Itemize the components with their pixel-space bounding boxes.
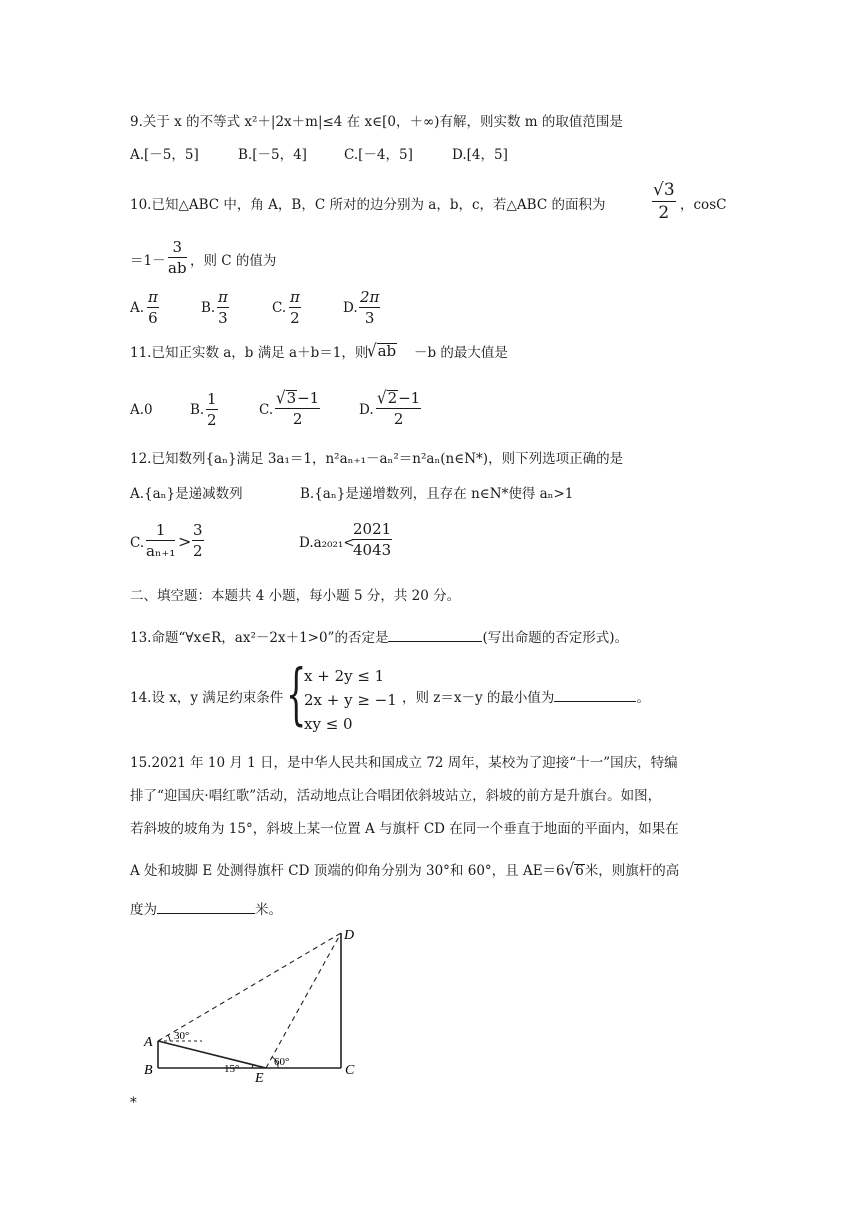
q15-line-2: 排了“迎国庆·唱红歌”活动，活动地点让合唱团依斜坡站立，斜坡的前方是升旗台。如图， <box>130 788 662 804</box>
slope-ae <box>158 1041 266 1068</box>
q10-option-d-numerator: 2π <box>360 288 380 306</box>
radical-sign-icon: √ <box>377 387 387 409</box>
q13-stem-start: 13.命题“∀x∈R，ax²－2x＋1>0”的否定是 <box>130 630 389 646</box>
q10-line2-end: ，则 C 的值为 <box>190 253 277 269</box>
q15-line-4 <box>130 859 680 881</box>
q12-stem: 12.已知数列{aₙ}满足 3a₁＝1，n²aₙ₊₁－aₙ²＝n²aₙ(n∈N*)，则下列选项正确的是 <box>130 451 624 467</box>
q12-option-c-left-denominator: aₙ₊₁ <box>146 542 176 560</box>
q11-option-b-label: B. <box>190 402 205 418</box>
q12-option-c-right-numerator: 3 <box>193 521 203 539</box>
q10-option-b-label: B. <box>201 300 216 316</box>
q15-line-3: 若斜坡的坡角为 15°，斜坡上某一位置 A 与旗杆 CD 在同一个垂直于地面的平面内，如果在 <box>130 821 679 837</box>
q10-option-b-numerator: π <box>218 288 228 306</box>
q12-option-c-fraction-right <box>192 523 204 559</box>
q15-line-4-end: 米，则旗杆的高 <box>584 863 680 879</box>
q11-option-c-sqrt-arg: 3 <box>286 389 297 407</box>
q10-option-c-denominator: 2 <box>290 309 300 327</box>
q10-option-d-fraction <box>359 290 380 326</box>
q13-answer-blank[interactable] <box>388 641 482 642</box>
q15-line-5-start: 度为 <box>130 902 157 918</box>
sightline-ed <box>266 933 341 1068</box>
label-a: A <box>144 1035 153 1050</box>
sightline-ad <box>158 933 341 1041</box>
q11-option-c-num-rest: −1 <box>297 389 320 407</box>
q11-stem-end: －b 的最大值是 <box>414 345 508 361</box>
q11-option-c-label: C. <box>259 402 274 418</box>
q10-area-numerator: √3 <box>653 180 675 200</box>
radical-sign-icon: √ <box>276 387 286 409</box>
q14-stem-rest <box>402 692 650 706</box>
label-e: E <box>255 1071 264 1086</box>
q11-option-a: A.0 <box>130 402 153 418</box>
q12-option-d-label: D.a₂₀₂₁< <box>299 535 355 551</box>
q12-option-d-numerator: 2021 <box>353 520 392 538</box>
q14-constraint-1: x + 2y ≤ 1 <box>304 667 385 685</box>
q10-option-c-numerator: π <box>290 288 300 306</box>
q12-option-a: A.{aₙ}是递减数列 <box>130 486 243 502</box>
q11-option-b-numerator: 1 <box>207 390 217 408</box>
q10-option-d-label: D. <box>343 300 358 316</box>
q15-line-4-start: A 处和坡脚 E 处测得旗杆 CD 顶端的仰角分别为 30°和 60°，且 AE＝6 <box>130 863 565 879</box>
q10-stem-start: 10.已知△ABC 中，角 A，B，C 所对的边分别为 a，b，c，若△ABC 的面积为 <box>130 197 606 213</box>
q11-option-d-fraction <box>376 387 421 428</box>
q11-option-c-numerator <box>275 387 320 409</box>
q15-line-5-end: 米。 <box>255 902 282 918</box>
q10-option-a-fraction <box>147 290 159 326</box>
q11-option-b-denominator: 2 <box>207 411 217 429</box>
q10-option-b-denominator: 3 <box>218 309 228 327</box>
q12-option-c-right-denominator: 2 <box>193 542 203 560</box>
angle-30-label: 30° <box>174 1030 190 1042</box>
radical-sign-icon: √ <box>367 340 377 362</box>
q11-option-c-fraction <box>275 387 320 428</box>
label-c: C <box>345 1063 355 1078</box>
q13-stem-end: (写出命题的否定形式)。 <box>482 630 629 646</box>
q9-stem: 9.关于 x 的不等式 x²＋|2x＋m|≤4 在 x∈[0，＋∞)有解，则实数 m 的取值范围是 <box>130 114 623 130</box>
q11-sqrt-argument: ab <box>377 342 397 360</box>
q11-option-d-sqrt-arg: 2 <box>387 389 398 407</box>
q10-option-a-numerator: π <box>148 288 158 306</box>
q14-stem-start: 14.设 x，y 满足约束条件 <box>130 690 284 706</box>
q11-option-d-label: D. <box>359 402 374 418</box>
q11-option-d-denominator: 2 <box>393 410 404 428</box>
flagpole-slope-figure <box>140 925 370 1087</box>
q14-constraint-2: 2x + y ≥ −1 <box>304 691 397 709</box>
angle-60-label: 60° <box>274 1056 290 1068</box>
q9-option-d: D.[4，5] <box>452 147 508 163</box>
q12-option-d-denominator: 4043 <box>353 541 392 559</box>
q13-stem <box>130 632 628 646</box>
label-d: D <box>344 928 355 943</box>
q11-option-b-fraction <box>206 392 218 428</box>
q10-cos-numerator: 3 <box>168 240 187 258</box>
footnote-asterisk: * <box>130 1095 137 1111</box>
q14-stem-mid: ，则 z＝x－y 的最小值为 <box>402 690 555 706</box>
q10-cos-denominator: ab <box>168 259 187 277</box>
q10-option-d-denominator: 3 <box>364 309 375 327</box>
angle-15-label: 15° <box>224 1063 240 1075</box>
q11-option-c-denominator: 2 <box>292 410 303 428</box>
q11-option-d-num-rest: −1 <box>398 389 421 407</box>
q9-option-c: C.[－4，5] <box>344 147 413 163</box>
q10-line2-start: ＝1－ <box>130 253 166 269</box>
q12-option-c-label: C. <box>130 535 145 551</box>
brace-icon: { <box>286 654 307 733</box>
q9-option-b: B.[－5，4] <box>238 147 307 163</box>
q12-option-c-left-numerator: 1 <box>146 523 175 541</box>
q12-option-c-gt: > <box>178 532 192 551</box>
q10-option-c-label: C. <box>272 300 287 316</box>
q11-sqrt-ab <box>367 340 397 362</box>
q15-line-1: 15.2021 年 10 月 1 日，是中华人民共和国成立 72 周年，某校为了迎接“十一”国庆，特编 <box>130 755 678 771</box>
radical-sign-icon: √ <box>564 859 575 881</box>
q10-option-b-fraction <box>217 290 229 326</box>
q10-option-c-fraction <box>289 290 301 326</box>
q14-stem-end: 。 <box>636 690 650 706</box>
q11-option-d-numerator <box>376 387 421 409</box>
q14-constraint-3: xy ≤ 0 <box>304 715 353 733</box>
q15-sqrt-argument: 6 <box>575 863 584 879</box>
label-b: B <box>144 1063 153 1078</box>
q10-cos-fraction <box>168 240 187 276</box>
q10-area-fraction <box>652 182 676 222</box>
section-two-heading: 二、填空题：本题共 4 小题，每小题 5 分，共 20 分。 <box>130 588 461 604</box>
q10-area-denominator: 2 <box>658 203 670 223</box>
q9-option-a: A.[－5，5] <box>130 147 199 163</box>
q15-answer-blank[interactable] <box>157 913 255 914</box>
q12-option-c-fraction-left <box>146 523 175 559</box>
q14-answer-blank[interactable] <box>554 701 636 702</box>
q10-stem-cos: ，cosC <box>680 197 727 213</box>
q12-option-d-fraction <box>352 522 392 558</box>
q12-option-b: B.{aₙ}是递增数列，且存在 n∈N*使得 aₙ>1 <box>300 486 574 502</box>
q10-option-a-denominator: 6 <box>148 309 158 327</box>
q10-option-a-label: A. <box>130 300 145 316</box>
q11-stem-start: 11.已知正实数 a，b 满足 a＋b＝1，则 <box>130 345 369 361</box>
q15-line-5 <box>130 904 282 918</box>
angle-30-arc <box>168 1035 170 1041</box>
